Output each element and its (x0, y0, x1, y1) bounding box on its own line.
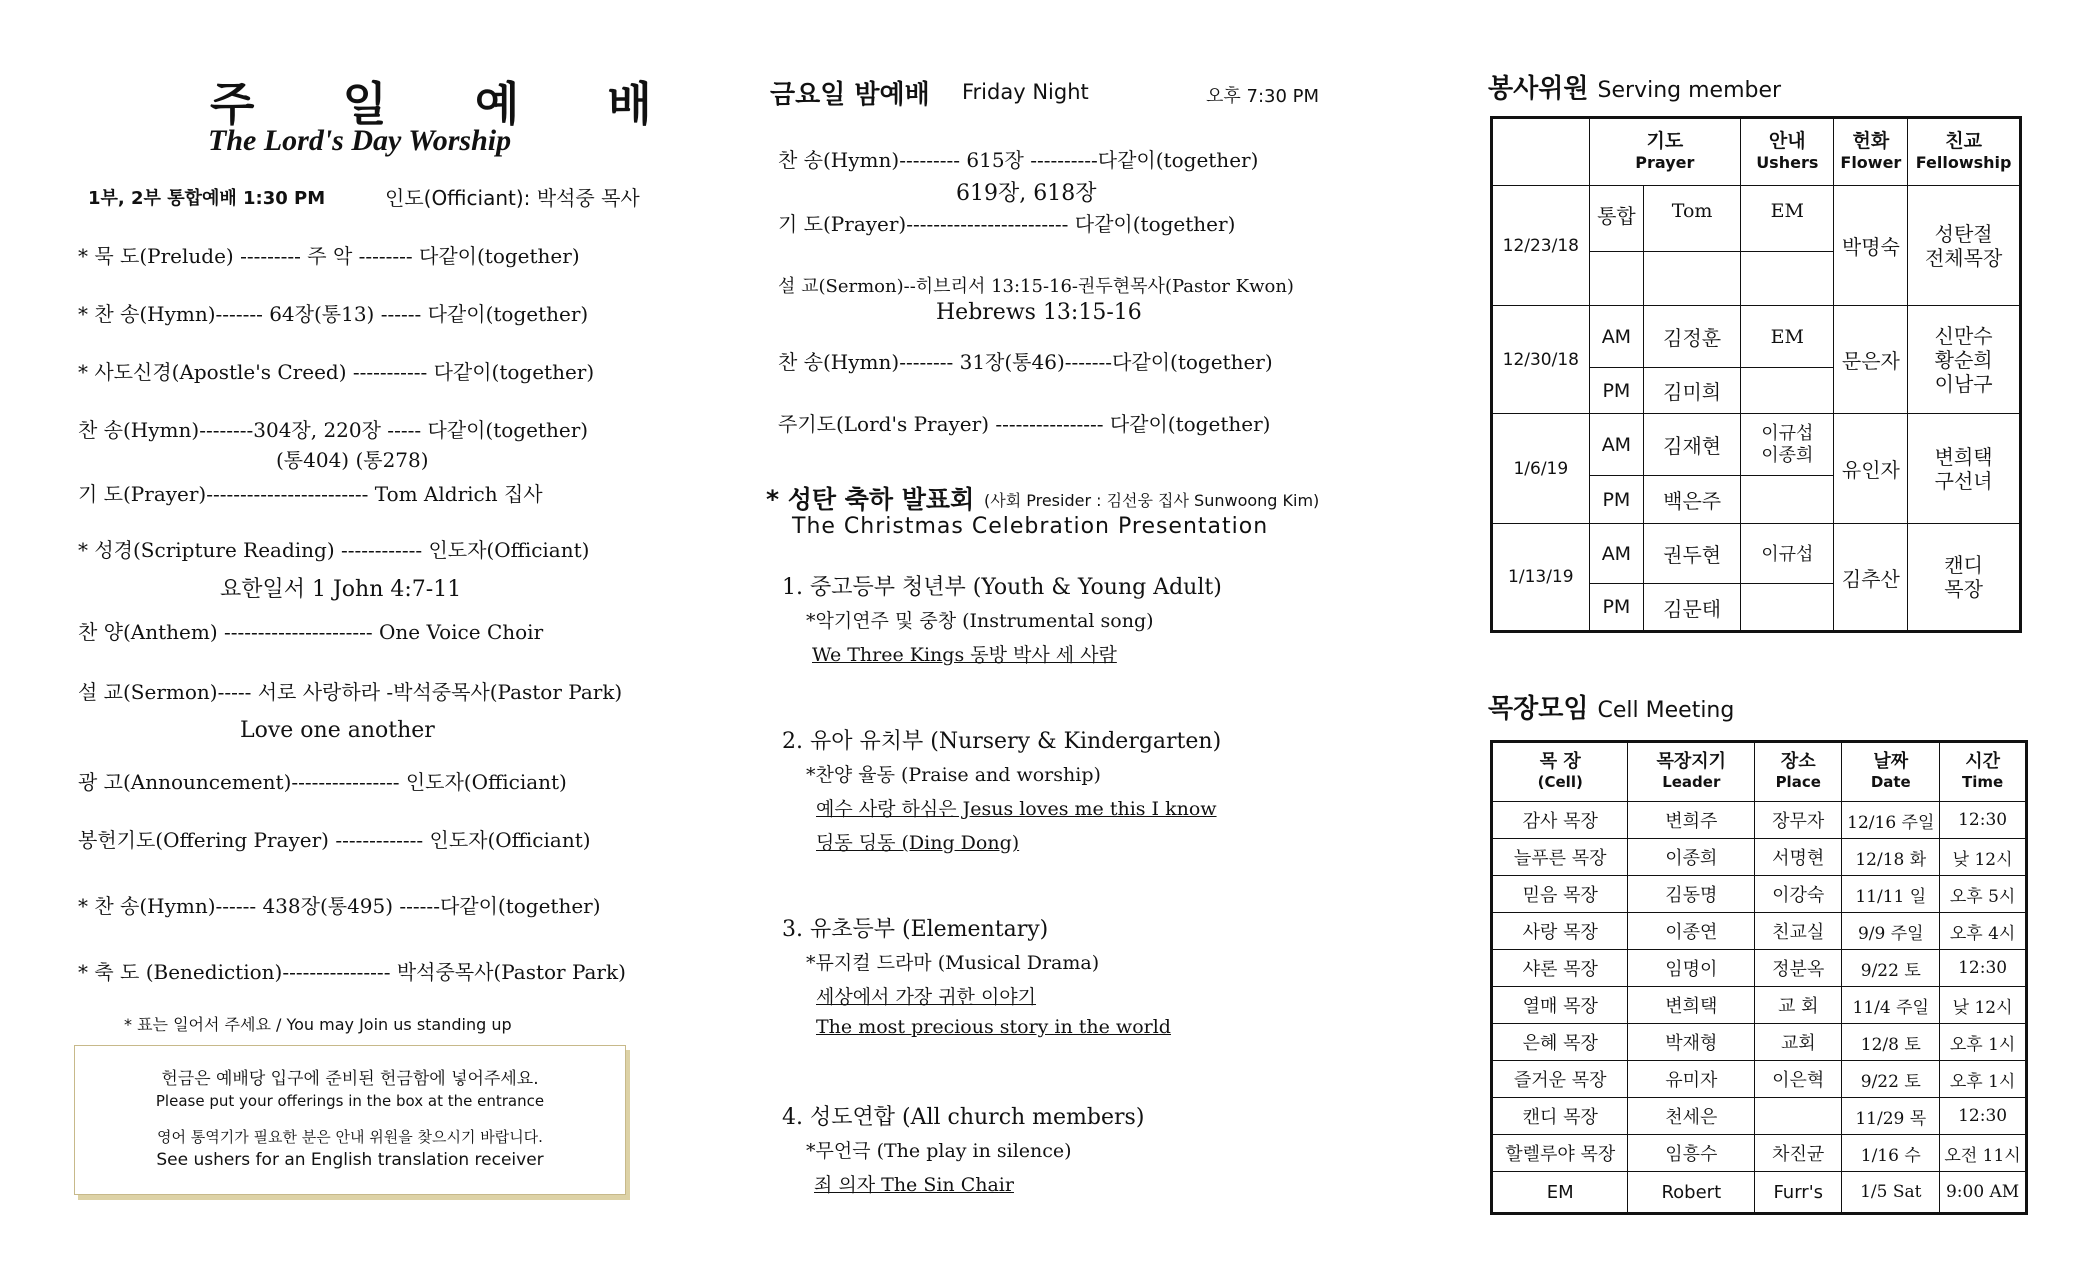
table-row (1492, 1061, 2027, 1098)
serving-session: 통합 (1589, 186, 1644, 252)
friday-heading-en: Friday Night (962, 80, 1089, 104)
order-item: * 축 도 (Benediction)---------------- 박석중목사(Pastor Park) (78, 960, 626, 984)
program-title: 1. 중고등부 청년부 (Youth & Young Adult) (782, 575, 1222, 600)
cell-header: 장소 Place (1755, 742, 1842, 802)
table-cell: 9:00 AM (1940, 1172, 2027, 1214)
page-title: 주 일 예 배 (210, 77, 688, 131)
order-item: * 사도신경(Apostle's Creed) ----------- 다같이(together) (78, 360, 595, 384)
table-cell: 12/8 토 (1842, 1024, 1940, 1061)
serving-prayer: Tom (1644, 186, 1741, 252)
table-cell (1755, 1098, 1842, 1135)
table-cell: 할렐루야 목장 (1492, 1135, 1628, 1172)
table-row (1492, 1024, 2027, 1061)
serving-header-blank (1492, 118, 1590, 186)
table-cell: 오후 1시 (1940, 1024, 2027, 1061)
table-row (1492, 802, 2027, 839)
table-cell: 캔디 목장 (1492, 1098, 1628, 1135)
friday-item-sub: 619장, 618장 (956, 181, 1097, 206)
program-title: 2. 유아 유치부 (Nursery & Kindergarten) (782, 729, 1222, 754)
serving-session: AM (1589, 414, 1644, 476)
table-row (1492, 913, 2027, 950)
table-cell: 이강숙 (1755, 876, 1842, 913)
table-cell: 12:30 (1940, 950, 2027, 987)
table-cell: EM (1492, 1172, 1628, 1214)
offering-notice-en: Please put your offerings in the box at the entrance (155, 1092, 545, 1110)
sermon-title-en: Love one another (240, 718, 435, 743)
serving-usher (1741, 476, 1834, 524)
table-cell: 12/16 주일 (1842, 802, 1940, 839)
table-cell: 이종연 (1628, 913, 1755, 950)
cell-header: 시간 Time (1940, 742, 2027, 802)
serving-prayer: 김미희 (1644, 368, 1741, 414)
serving-table (1490, 116, 2022, 633)
table-cell: 친교실 (1755, 913, 1842, 950)
serving-fellowship: 성탄절 전체목장 (1908, 186, 2021, 306)
serving-flower: 김추산 (1834, 524, 1908, 632)
serving-session: AM (1589, 524, 1644, 584)
program-line: 딩동 딩동 (Ding Dong) (816, 832, 1020, 854)
table-cell: 열매 목장 (1492, 987, 1628, 1024)
table-cell: 박재형 (1628, 1024, 1755, 1061)
order-item: 광 고(Announcement)---------------- 인도자(Officiant) (78, 770, 567, 794)
serving-session: PM (1589, 368, 1644, 414)
serving-date: 12/30/18 (1492, 306, 1590, 414)
cell-heading-en: Cell Meeting (1597, 698, 1735, 723)
serving-flower: 박명숙 (1834, 186, 1908, 306)
table-cell: 변희주 (1628, 802, 1755, 839)
friday-item: 찬 송(Hymn)--------- 615장 ----------다같이(together) (778, 148, 1259, 172)
serving-prayer: 백은주 (1644, 476, 1741, 524)
table-cell: 11/11 일 (1842, 876, 1940, 913)
table-cell: 1/5 Sat (1842, 1172, 1940, 1214)
order-item: * 찬 송(Hymn)------ 438장(통495) ------다같이(together) (78, 894, 601, 918)
cell-meeting-rows (1492, 802, 2027, 1214)
program-line: 세상에서 가장 귀한 이야기 (816, 986, 1037, 1008)
table-cell: 이은혁 (1755, 1061, 1842, 1098)
program-sub: *뮤지컬 드라마 (Musical Drama) (806, 952, 1100, 974)
presider: (사회 Presider : 김선웅 집사 Sunwoong Kim) (984, 491, 1320, 510)
serving-header-fellowship: 친교 Fellowship (1908, 118, 2021, 186)
friday-item: 설 교(Sermon)--히브리서 13:15-16-권두현목사(Pastor Kwon) (778, 276, 1294, 297)
table-cell: 믿음 목장 (1492, 876, 1628, 913)
friday-heading: 금요일 밤예배 (770, 80, 930, 110)
serving-usher (1741, 368, 1834, 414)
table-cell: 변희택 (1628, 987, 1755, 1024)
serving-prayer: 김재현 (1644, 414, 1741, 476)
program-sub: *찬양 율동 (Praise and worship) (806, 764, 1101, 786)
service-time: 1부, 2부 통합예배 1:30 PM (88, 188, 326, 209)
serving-fellowship: 변희택 구선녀 (1908, 414, 2021, 524)
friday-item: 기 도(Prayer)------------------------ 다같이(together) (778, 212, 1236, 236)
serving-heading-en: Serving member (1597, 78, 1782, 103)
order-item: 찬 송(Hymn)--------304장, 220장 ----- 다같이(together) (78, 418, 589, 442)
cell-heading-kr: 목장모임 (1488, 694, 1589, 724)
table-cell: 11/29 목 (1842, 1098, 1940, 1135)
serving-header-flower: 헌화 Flower (1834, 118, 1908, 186)
friday-item: 찬 송(Hymn)-------- 31장(통46)-------다같이(together) (778, 350, 1273, 374)
table-row (1492, 876, 2027, 913)
translation-notice-en: See ushers for an English translation receiver (156, 1150, 544, 1170)
table-cell: 낮 12시 (1940, 839, 2027, 876)
table-cell: 은혜 목장 (1492, 1024, 1628, 1061)
order-item: * 성경(Scripture Reading) ------------ 인도자(Officiant) (78, 538, 590, 562)
order-item: 찬 양(Anthem) ---------------------- One Voice Choir (78, 620, 544, 644)
program-line: 예수 사랑 하심은 Jesus loves me this I know (816, 798, 1217, 820)
serving-fellowship: 신만수 황순희 이남구 (1908, 306, 2021, 414)
table-cell: 감사 목장 (1492, 802, 1628, 839)
program-title: 3. 유초등부 (Elementary) (782, 917, 1049, 942)
officiant: 인도(Officiant): 박석중 목사 (385, 186, 640, 210)
cell-header: 목장지기 Leader (1628, 742, 1755, 802)
table-row (1492, 950, 2027, 987)
cell-meeting-table (1490, 740, 2028, 1215)
christmas-heading-en: The Christmas Celebration Presentation (792, 514, 1269, 539)
friday-item: 주기도(Lord's Prayer) ---------------- 다같이(together) (778, 412, 1271, 436)
table-cell: 12/18 화 (1842, 839, 1940, 876)
table-cell: 낮 12시 (1940, 987, 2027, 1024)
table-row (1492, 1098, 2027, 1135)
serving-prayer (1644, 252, 1741, 306)
table-cell: Furr's (1755, 1172, 1842, 1214)
scripture-ref: 요한일서 1 John 4:7-11 (220, 577, 462, 602)
table-cell: 임흥수 (1628, 1135, 1755, 1172)
table-cell: 천세은 (1628, 1098, 1755, 1135)
standing-note: * 표는 일어서 주세요 / You may Join us standing up (124, 1015, 512, 1034)
program-line: The most precious story in the world (816, 1016, 1171, 1038)
order-item: * 찬 송(Hymn)------- 64장(통13) ------ 다같이(together) (78, 302, 589, 326)
table-cell: 오후 1시 (1940, 1061, 2027, 1098)
serving-session: AM (1589, 306, 1644, 368)
table-cell: 9/22 토 (1842, 950, 1940, 987)
table-cell: 9/22 토 (1842, 1061, 1940, 1098)
table-cell: 12:30 (1940, 802, 2027, 839)
offering-notice-box (74, 1045, 626, 1195)
table-row (1492, 987, 2027, 1024)
serving-heading (1488, 68, 1781, 105)
table-cell: 1/16 수 (1842, 1135, 1940, 1172)
serving-flower: 문은자 (1834, 306, 1908, 414)
offering-notice-kr: 헌금은 예배당 입구에 준비된 헌금함에 넣어주세요. (161, 1069, 539, 1089)
table-cell: 9/9 주일 (1842, 913, 1940, 950)
table-cell: 차진균 (1755, 1135, 1842, 1172)
cell-header: 목 장 (Cell) (1492, 742, 1628, 802)
table-row (1492, 1172, 2027, 1214)
serving-usher: 이규섭 이종희 (1741, 414, 1834, 476)
program-line: We Three Kings 동방 박사 세 사람 (812, 644, 1117, 666)
program-line: 죄 의자 The Sin Chair (814, 1174, 1014, 1196)
program-sub: *악기연주 및 중창 (Instrumental song) (806, 610, 1154, 632)
serving-header-prayer: 기도 Prayer (1589, 118, 1740, 186)
serving-header-ushers: 안내 Ushers (1741, 118, 1834, 186)
table-cell: 12:30 (1940, 1098, 2027, 1135)
table-cell: 오전 11시 (1940, 1135, 2027, 1172)
table-cell: 오후 5시 (1940, 876, 2027, 913)
serving-date: 1/13/19 (1492, 524, 1590, 632)
translation-notice-kr: 영어 통역기가 필요한 분은 안내 위원을 찾으시기 바랍니다. (157, 1128, 543, 1146)
table-cell: 즐거운 목장 (1492, 1061, 1628, 1098)
table-cell: 장무자 (1755, 802, 1842, 839)
serving-prayer: 김문태 (1644, 584, 1741, 632)
table-row (1492, 1135, 2027, 1172)
cell-heading (1488, 688, 1734, 725)
order-item: 설 교(Sermon)----- 서로 사랑하라 -박석중목사(Pastor Park) (78, 680, 623, 704)
table-cell: 오후 4시 (1940, 913, 2027, 950)
serving-fellowship: 캔디 목장 (1908, 524, 2021, 632)
order-item: 봉헌기도(Offering Prayer) ------------- 인도자(Officiant) (78, 828, 591, 852)
table-cell: Robert (1628, 1172, 1755, 1214)
table-cell: 샤론 목장 (1492, 950, 1628, 987)
order-item-sub: (통404) (통278) (276, 448, 429, 472)
table-cell: 사랑 목장 (1492, 913, 1628, 950)
serving-usher: EM (1741, 306, 1834, 368)
table-cell: 이종희 (1628, 839, 1755, 876)
table-cell: 정분옥 (1755, 950, 1842, 987)
serving-prayer: 김정훈 (1644, 306, 1741, 368)
table-cell: 임명이 (1628, 950, 1755, 987)
table-cell: 교회 (1755, 1024, 1842, 1061)
cell-header: 날짜 Date (1842, 742, 1940, 802)
page-subtitle: The Lord's Day Worship (208, 124, 512, 157)
christmas-heading: * 성탄 축하 발표회 (766, 485, 975, 514)
table-cell: 늘푸른 목장 (1492, 839, 1628, 876)
serving-flower: 유인자 (1834, 414, 1908, 524)
order-item: * 묵 도(Prelude) --------- 주 악 -------- 다같이(together) (78, 244, 580, 268)
table-row (1492, 839, 2027, 876)
serving-usher (1741, 584, 1834, 632)
serving-session: PM (1589, 584, 1644, 632)
serving-date: 12/23/18 (1492, 186, 1590, 306)
serving-usher: EM (1741, 186, 1834, 252)
serving-session (1589, 252, 1644, 306)
table-cell: 김동명 (1628, 876, 1755, 913)
serving-usher (1741, 252, 1834, 306)
table-cell: 11/4 주일 (1842, 987, 1940, 1024)
program-title: 4. 성도연합 (All church members) (782, 1105, 1145, 1130)
table-cell: 교 회 (1755, 987, 1842, 1024)
friday-time: 오후 7:30 PM (1206, 86, 1320, 107)
serving-prayer: 권두현 (1644, 524, 1741, 584)
serving-date: 1/6/19 (1492, 414, 1590, 524)
program-sub: *무언극 (The play in silence) (806, 1140, 1072, 1162)
table-cell: 서명현 (1755, 839, 1842, 876)
order-item: 기 도(Prayer)------------------------ Tom Aldrich 집사 (78, 482, 543, 506)
serving-usher: 이규섭 (1741, 524, 1834, 584)
serving-session: PM (1589, 476, 1644, 524)
serving-heading-kr: 봉사위원 (1488, 74, 1589, 104)
friday-item-sub: Hebrews 13:15-16 (936, 300, 1142, 325)
table-cell: 유미자 (1628, 1061, 1755, 1098)
